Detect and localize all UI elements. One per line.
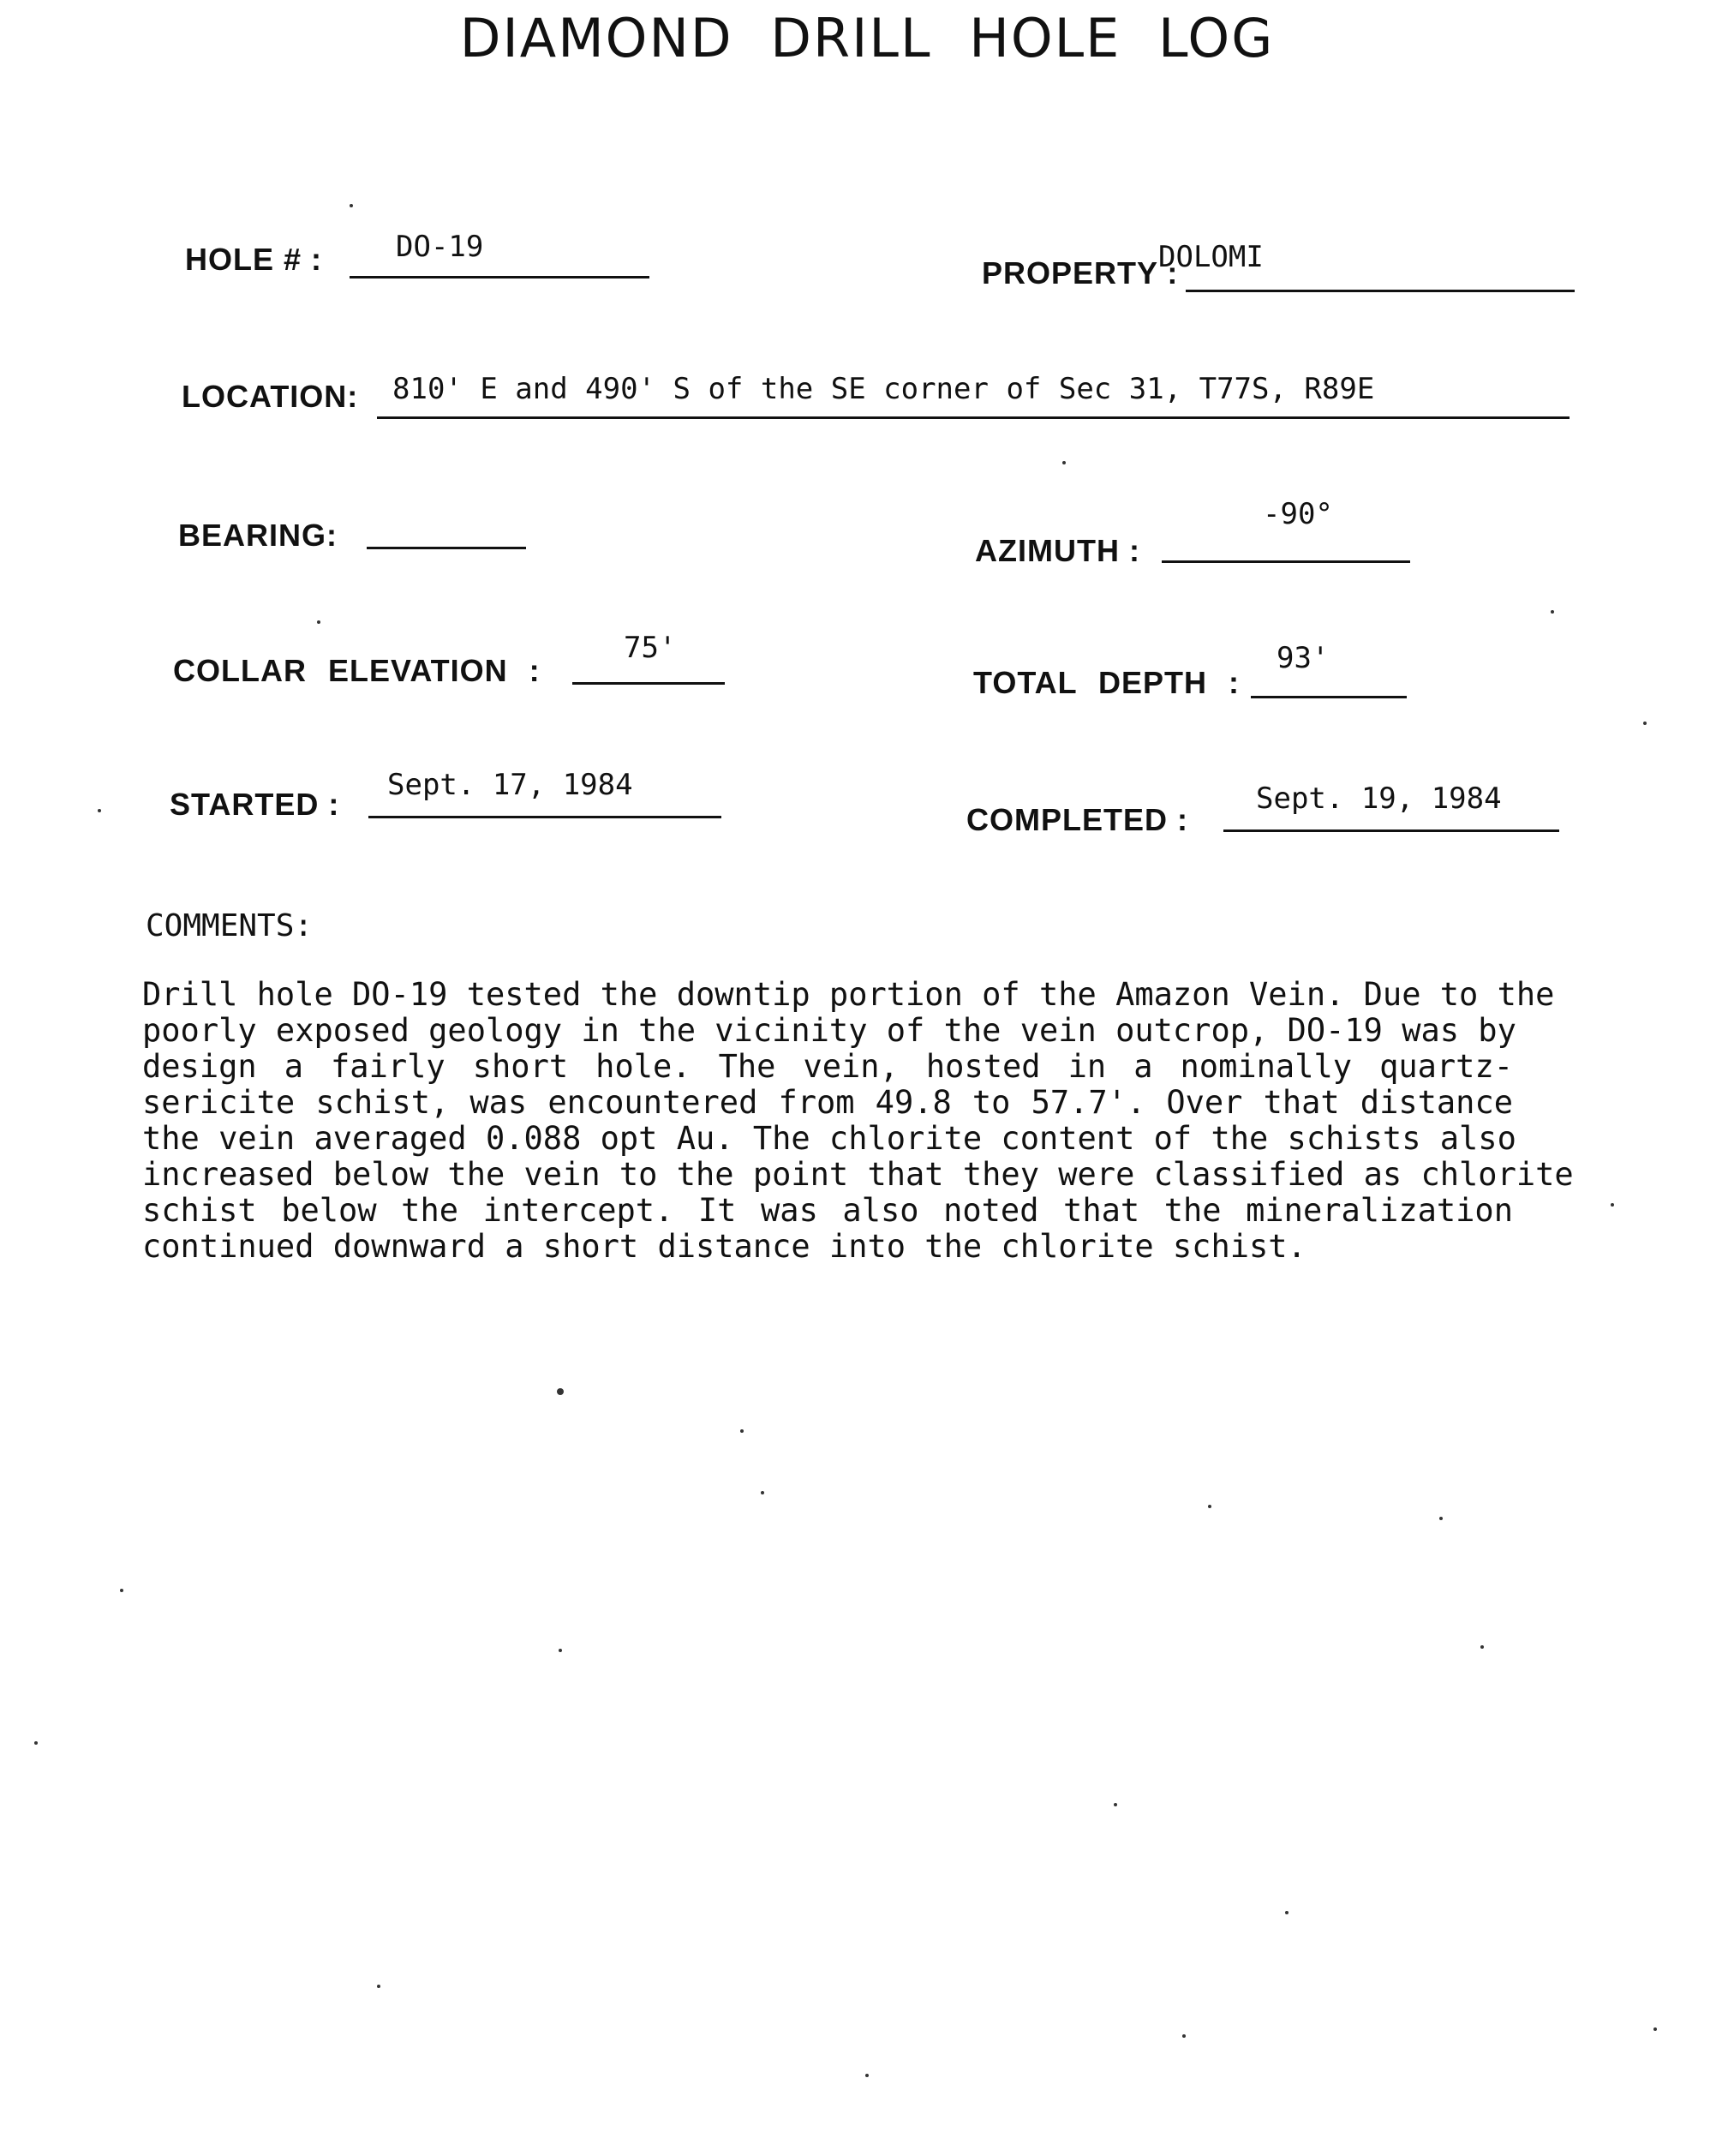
hole-value: DO-19 <box>396 230 484 264</box>
comments-label: COMMENTS: <box>146 908 314 943</box>
completed-line <box>1223 829 1559 832</box>
hole-label: HOLE # : <box>185 242 323 277</box>
property-label: PROPERTY : <box>982 255 1179 290</box>
started-value: Sept. 17, 1984 <box>387 768 633 802</box>
collar-elevation-label: COLLAR ELEVATION : <box>173 653 541 688</box>
completed-label: COMPLETED : <box>966 802 1188 837</box>
page-title: DIAMOND DRILL HOLE LOG <box>459 7 1275 69</box>
hole-line <box>350 276 649 278</box>
total-depth-label: TOTAL DEPTH : <box>973 665 1240 700</box>
location-label: LOCATION: <box>182 379 359 414</box>
location-line <box>377 416 1570 419</box>
comments-line: poorly exposed geology in the vicinity of the vein outcrop, DO-19 was by <box>142 1012 1516 1049</box>
collar-elevation-line <box>572 682 725 685</box>
total-depth-line <box>1251 696 1407 698</box>
property-line <box>1186 290 1575 292</box>
property-value: DOLOMI <box>1158 240 1264 274</box>
comments-line: continued downward a short distance into the chlorite schist. <box>142 1228 1306 1265</box>
total-depth-value: 93' <box>1277 641 1330 675</box>
started-line <box>368 816 721 818</box>
azimuth-value: -90° <box>1263 497 1333 531</box>
location-value: 810' E and 490' S of the SE corner of Sec 31, T77S, R89E <box>392 372 1375 406</box>
comments-text <box>142 976 1574 1265</box>
collar-elevation-value: 75' <box>624 631 677 665</box>
comments-line: sericite schist, was encountered from 49.8 to 57.7'. Over that distance <box>142 1084 1513 1121</box>
bearing-line <box>367 547 526 549</box>
comments-line: schist below the intercept. It was also noted that the mineralization <box>142 1192 1513 1229</box>
completed-value: Sept. 19, 1984 <box>1256 782 1502 816</box>
bearing-label: BEARING: <box>178 518 338 553</box>
started-label: STARTED : <box>170 787 340 822</box>
comments-line: Drill hole DO-19 tested the downtip portion of the Amazon Vein. Due to the <box>142 976 1555 1013</box>
comments-line: increased below the vein to the point that they were classified as chlorite <box>142 1156 1574 1193</box>
azimuth-line <box>1162 560 1410 563</box>
comments-line: design a fairly short hole. The vein, hosted in a nominally quartz- <box>142 1048 1513 1085</box>
azimuth-label: AZIMUTH : <box>975 533 1140 568</box>
comments-line: the vein averaged 0.088 opt Au. The chlorite content of the schists also <box>142 1120 1516 1157</box>
